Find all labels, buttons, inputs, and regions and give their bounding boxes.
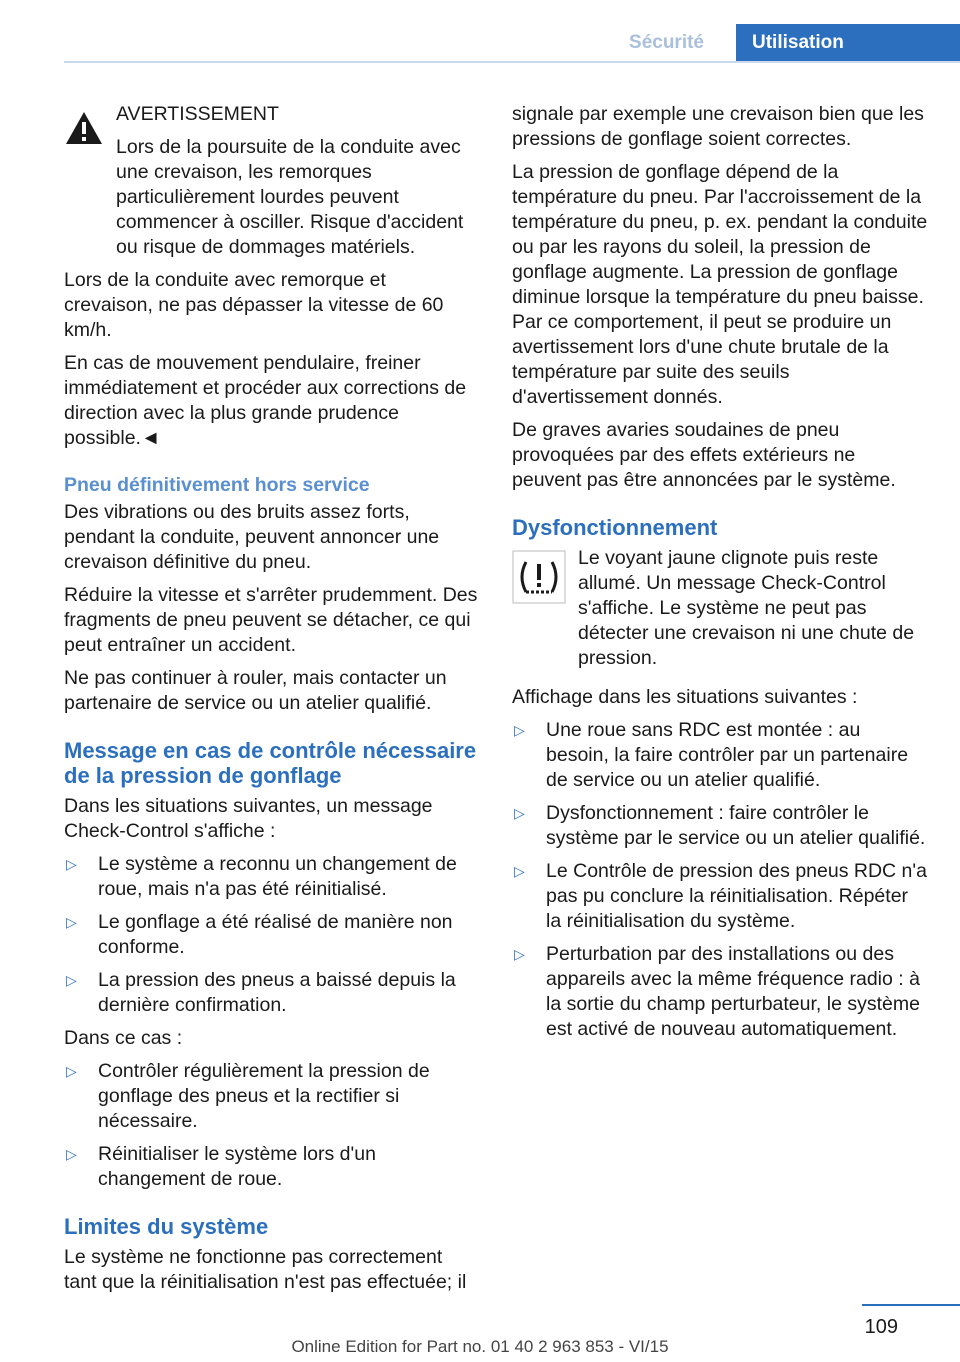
bullet-list [64,1059,480,1192]
paragraph: Affichage dans les situations suivantes : [512,686,858,708]
list-item [64,968,480,1018]
paragraph: Le voyant jaune clignote puis reste allumé. Un message Check-Control s'affiche. Le système ne peut pas détecter une crevaison ni une chute de pression. [578,547,915,669]
triangle-right-bullet-icon: ▷ [66,972,77,988]
triangle-right-bullet-icon: ▷ [514,805,525,821]
triangle-right-bullet-icon: ▷ [514,863,525,879]
list-item [64,852,480,902]
warning-title: AVERTISSEMENT [116,103,279,125]
list-item [512,801,928,851]
paragraph: De graves avaries soudaines de pneu provoquées par des effets extérieurs ne peuvent pas être annoncées par le système. [512,419,896,491]
list-item [512,942,928,1042]
list-item-text: Réinitialiser le système lors d'un changement de roue. [98,1143,376,1190]
header-tab-utilisation[interactable]: Utilisation [736,24,960,62]
paragraph: Réduire la vitesse et s'arrêter prudemment. Des fragments de pneu peuvent se détacher, ce qui peut entraîner un accident. [64,584,478,656]
list-item-text: Le système a reconnu un changement de roue, mais n'a pas été réinitialisé. [98,853,457,900]
triangle-right-bullet-icon: ▷ [66,1146,77,1162]
section-subheading: Pneu définitivement hors service [64,474,370,496]
paragraph: Dans ce cas : [64,1027,183,1049]
list-item-text: Le gonflage a été réalisé de manière non conforme. [98,911,453,958]
right-column [512,102,928,1050]
page-number: 109 [864,1316,898,1338]
list-item [64,1142,480,1192]
bullet-list [64,852,480,1018]
triangle-right-bullet-icon: ▷ [66,914,77,930]
left-column [64,102,480,1303]
paragraph: Ne pas continuer à rouler, mais contacter un partenaire de service ou un atelier qualifié. [64,667,447,714]
list-item-text: Dysfonctionnement : faire contrôler le système par le service ou un atelier qualifié. [546,802,926,849]
page-header [0,24,960,62]
list-item-text: Une roue sans RDC est montée : au besoin, la faire contrôler par un partenaire de service ou un atelier qualifié. [546,719,909,791]
warning-block [64,102,480,260]
section-heading: Message en cas de contrôle nécessaire de la pression de gonflage [64,738,477,788]
section-heading: Dysfonctionnement [512,515,718,540]
header-tab-securite[interactable]: Sécurité [629,32,704,53]
triangle-right-bullet-icon: ▷ [66,856,77,872]
bullet-list [512,718,928,1042]
warning-triangle-icon [64,110,104,146]
list-item-text: Perturbation par des installations ou des appareils avec la même fréquence radio : à la sortie du champ perturbateur, le système est activé de nouveau automatiquement. [546,943,920,1040]
section-heading: Limites du système [64,1214,269,1239]
warning-paragraph: Lors de la conduite avec remorque et crevaison, ne pas dépasser la vitesse de 60 km/h. [64,269,444,341]
list-item [512,718,928,793]
header-divider [64,61,960,63]
triangle-right-bullet-icon: ▷ [66,1063,77,1079]
malfunction-block [512,546,928,671]
list-item [512,859,928,934]
list-item-text: Contrôler régulièrement la pression de gonflage des pneus et la rectifier si nécessaire. [98,1060,430,1132]
edition-footer: Online Edition for Part no. 01 40 2 963 853 - VI/15 [291,1337,669,1356]
paragraph: Dans les situations suivantes, un message Check-Control s'affiche : [64,795,433,842]
list-item [64,1059,480,1134]
paragraph: Des vibrations ou des bruits assez forts, pendant la conduite, peuvent annoncer une crevaison définitive du pneu. [64,501,440,573]
triangle-right-bullet-icon: ▷ [514,722,525,738]
triangle-right-bullet-icon: ▷ [514,946,525,962]
warning-paragraph: En cas de mouvement pendulaire, freiner immédiatement et procéder aux corrections de direction avec la plus grande prudence possible.◄ [64,352,467,449]
tire-pressure-warning-icon [512,550,566,604]
paragraph: Le système ne fonctionne pas correctement tant que la réinitialisation n'est pas effectuée; il [64,1246,467,1293]
paragraph: signale par exemple une crevaison bien que les pressions de gonflage soient correctes. [512,103,924,150]
list-item-text: La pression des pneus a baissé depuis la dernière confirmation. [98,969,456,1016]
warning-paragraph: Lors de la poursuite de la conduite avec une crevaison, les remorques particulièrement lourdes peuvent commencer à osciller. Risque d'accident ou risque de dommages matériels. [116,136,464,258]
footer-divider [862,1304,960,1306]
list-item-text: Le Contrôle de pression des pneus RDC n'a pas pu conclure la réinitialisation. Répéter la réinitialisation du système. [546,860,927,932]
list-item [64,910,480,960]
paragraph: La pression de gonflage dépend de la température du pneu. Par l'accroissement de la température du pneu, p. ex. pendant la conduite ou par les rayons du soleil, la pression de gonflage augmente. La pression de gonflage diminue lorsque la température du pneu baisse. Par ce comportement, il peut se produire un avertissement lors d'une chute brutale de la température par suite des seuils d'avertissement donnés. [512,161,928,408]
